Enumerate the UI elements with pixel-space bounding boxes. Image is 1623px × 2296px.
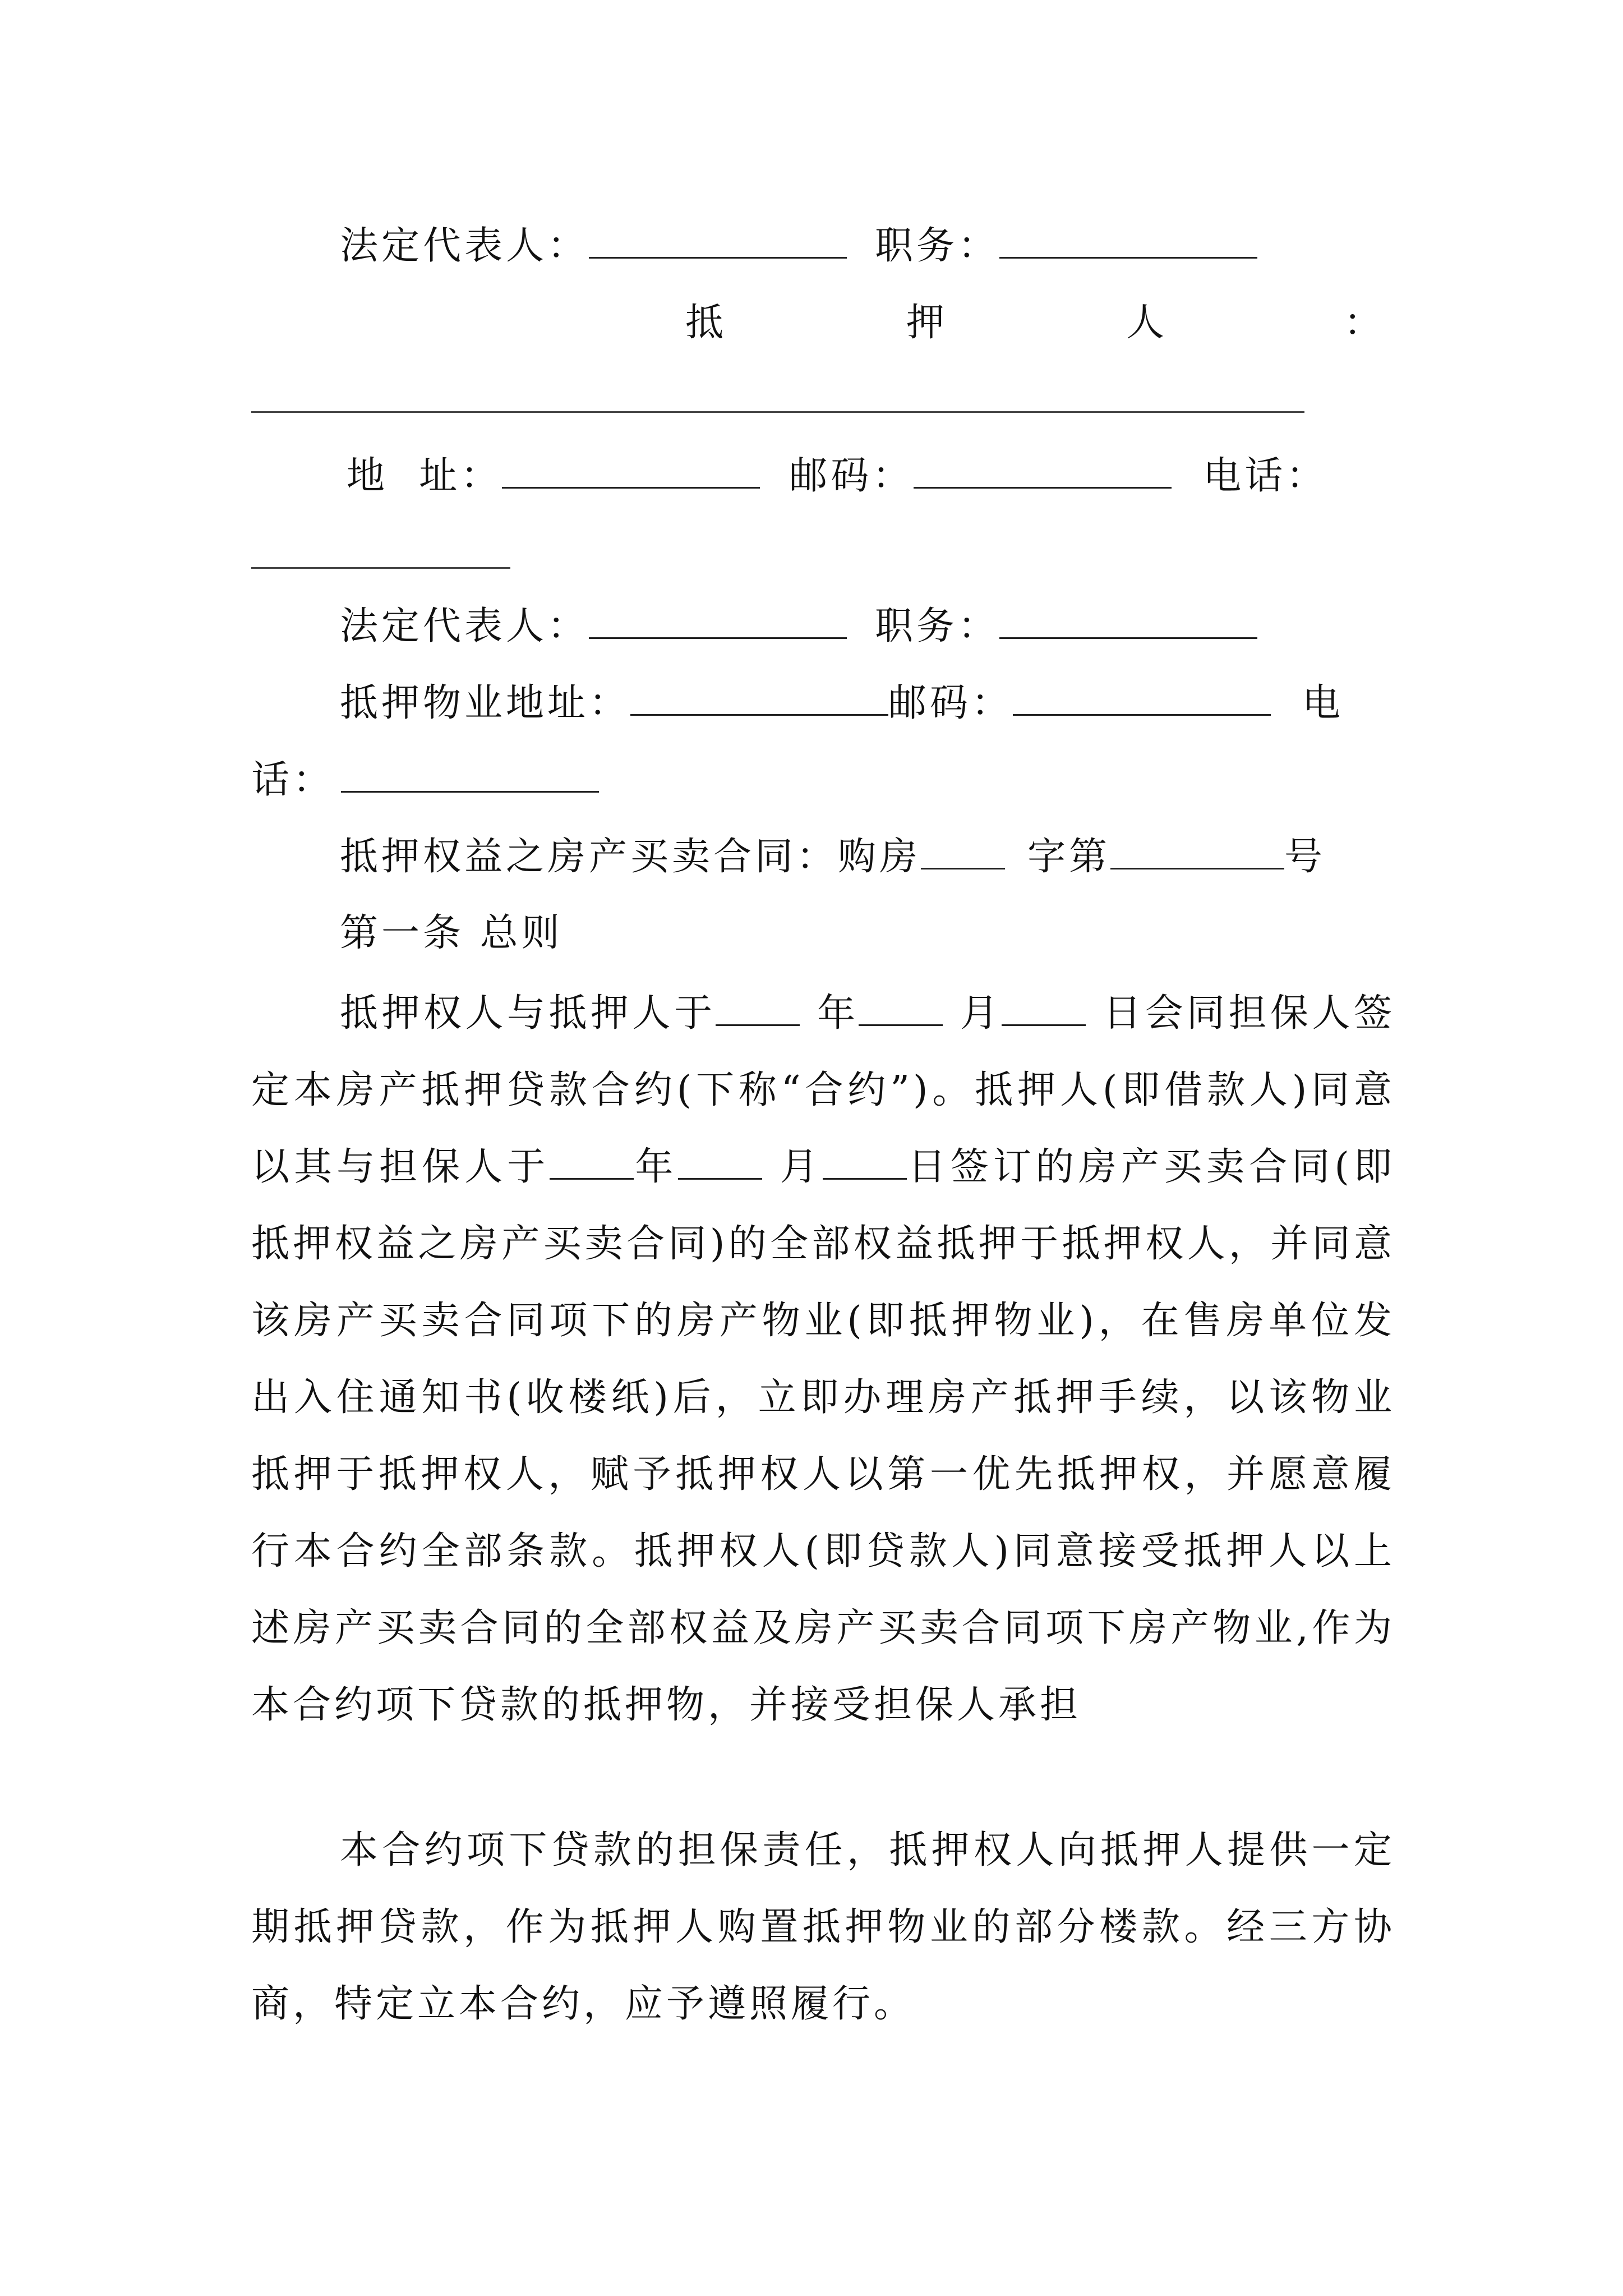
postcode-label: 邮码： bbox=[789, 454, 914, 498]
address-label: 地 址： bbox=[347, 454, 502, 498]
legal-rep-line-1 bbox=[340, 223, 1395, 269]
p1-day2-blank[interactable] bbox=[823, 1170, 907, 1180]
mortgagor-char-1: 抵 bbox=[685, 301, 727, 345]
position-blank[interactable] bbox=[999, 249, 1257, 259]
legal-rep-line-2 bbox=[340, 604, 1395, 650]
mortgagor-char-4: ： bbox=[1344, 301, 1386, 345]
contract-ref-prefix: 抵押权益之房产买卖合同：购房 bbox=[340, 835, 921, 879]
article-heading: 第一条 总则 bbox=[340, 911, 563, 955]
property-postcode-label: 邮码： bbox=[888, 681, 1013, 725]
address-blank[interactable] bbox=[502, 479, 760, 489]
property-address-label: 抵押物业地址： bbox=[340, 681, 631, 725]
property-phone-label-2: 话： bbox=[251, 758, 335, 802]
legal-rep-blank[interactable] bbox=[589, 249, 847, 259]
contract-ref-blank-1[interactable] bbox=[921, 860, 1005, 869]
legal-rep-label-2: 法定代表人： bbox=[340, 604, 589, 648]
contract-ref-blank-2[interactable] bbox=[1110, 860, 1284, 869]
property-address-blank[interactable] bbox=[630, 706, 888, 716]
postcode-blank[interactable] bbox=[914, 479, 1172, 489]
p1-year2-blank[interactable] bbox=[550, 1170, 634, 1180]
property-phone-blank[interactable] bbox=[341, 783, 599, 793]
article-paragraph-2: 本合约项下贷款的担保责任，抵押权人向抵押人提供一定期抵押贷款，作为抵押人购置抵押物业的部分楼款。经三方协商，特定立本合约，应予遵照履行。 bbox=[251, 1828, 1395, 2026]
p1-month2-blank[interactable] bbox=[678, 1170, 762, 1180]
p1-day-blank[interactable] bbox=[1002, 1016, 1086, 1026]
mortgagor-address-line bbox=[347, 453, 1402, 499]
contract-ref-suffix: 号 bbox=[1284, 835, 1326, 879]
legal-rep-blank-2[interactable] bbox=[589, 629, 847, 639]
p1-month2: 月 bbox=[778, 1145, 823, 1189]
p1-text-b: 日会同担保人签定本房产抵押贷款合约(下称“合约”)。抵押人(即借款人)同意以其与担保人于 bbox=[251, 991, 1395, 1189]
p1-year: 年 bbox=[817, 991, 859, 1036]
property-postcode-blank[interactable] bbox=[1013, 706, 1271, 716]
position-label-2: 职务： bbox=[875, 604, 1000, 648]
p1-text-c: 日签订的房产买卖合同(即抵押权益之房产买卖合同)的全部权益抵押于抵押权人，并同意该房产买卖合同项下的房产物业(即抵押物业)，在售房单位发出入住通知书(收楼纸)后，立即办理房产抵押手续，以该物业抵押于抵押权人，赋予抵押权人以第一优先抵押权，并愿意履行本合约全部条款。抵押权人(即贷款人)同意接受抵押人以上述房产买卖合同的全部权益及房产买卖合同项下房产物业,作为本合约项下贷款的抵押物，并接受担保人承担 bbox=[251, 1145, 1395, 1727]
property-phone-label-1: 电 bbox=[1302, 681, 1344, 725]
property-phone-line bbox=[251, 757, 1395, 803]
legal-rep-label: 法定代表人： bbox=[340, 224, 589, 268]
property-address-line bbox=[340, 680, 1395, 726]
mortgagor-char-3: 人 bbox=[1126, 301, 1168, 345]
p1-year2: 年 bbox=[634, 1145, 678, 1189]
position-blank-2[interactable] bbox=[999, 629, 1257, 639]
p1-month: 月 bbox=[960, 991, 1002, 1036]
mortgagor-phone-blank[interactable] bbox=[251, 567, 510, 569]
contract-ref-mid: 字第 bbox=[1027, 835, 1111, 879]
p1-text-a: 抵押权人与抵押人于 bbox=[340, 991, 716, 1036]
mortgagor-name-blank[interactable] bbox=[251, 411, 1304, 413]
position-label: 职务： bbox=[875, 224, 1000, 268]
phone-label: 电话： bbox=[1203, 454, 1328, 498]
contract-ref-line bbox=[340, 834, 1395, 880]
p1-year-blank[interactable] bbox=[716, 1016, 800, 1026]
article-paragraph-1 bbox=[251, 975, 1395, 1743]
p1-month-blank[interactable] bbox=[859, 1016, 943, 1026]
mortgagor-char-2: 押 bbox=[906, 301, 948, 345]
